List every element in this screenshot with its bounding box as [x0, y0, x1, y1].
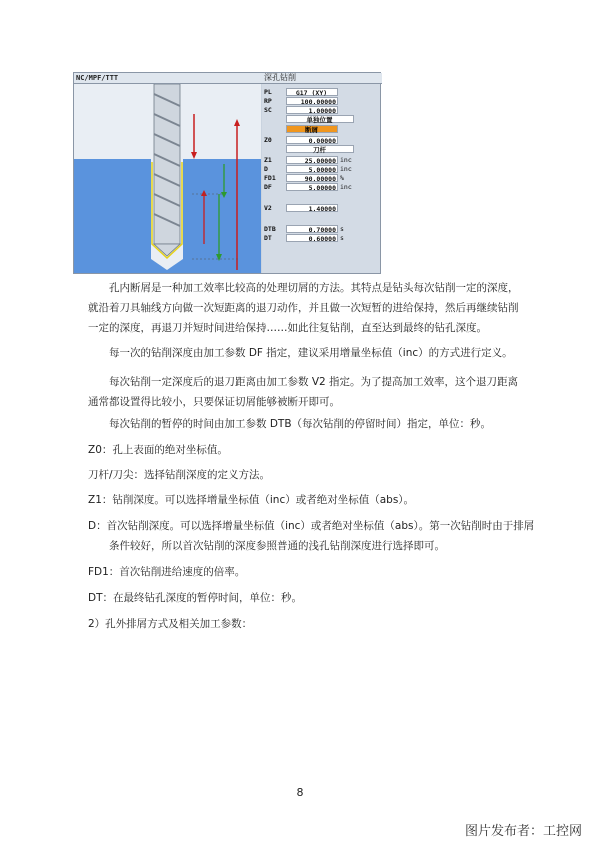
- param-pl-value[interactable]: G17 (XY): [286, 88, 338, 96]
- cnc-screen: [73, 72, 381, 274]
- param-rp-value[interactable]: 100.00000: [286, 97, 338, 105]
- drill-illustration: [74, 84, 261, 273]
- drilling-diagram: [74, 84, 261, 273]
- paragraph-dtb: 每次钻削的暂停的时间由加工参数 DTB（每次钻削的停留时间）指定，单位：秒。: [109, 418, 492, 430]
- definition-z0: Z0：孔上表面的绝对坐标值。: [88, 444, 228, 456]
- program-path: NC/MPF/TTT: [74, 73, 263, 84]
- definition-dt: DT：在最终钻孔深度的暂停时间，单位：秒。: [88, 592, 302, 604]
- depth-ref-select[interactable]: 刀杆: [286, 145, 354, 153]
- paragraph-chip-breaking: 孔内断屑是一种加工效率比较高的处理切屑的方法。其特点是钻头每次钻削一定的深度，就沿着刀具轴线方向做一次短距离的退刀动作，并且做一次短暂的进给保持，然后再继续钻削一定的深度，再退刀并短时间进给保持……如此往复钻削，直至达到最终的钻孔深度。: [88, 282, 519, 334]
- definition-z1: Z1：钻削深度。可以选择增量坐标值（inc）或者绝对坐标值（abs）。: [88, 494, 415, 506]
- cycle-title: 深孔钻削: [262, 73, 382, 84]
- publisher-credit: 图片发布者：工控网: [464, 824, 582, 839]
- param-dtb-value[interactable]: 0.70000: [286, 225, 338, 233]
- param-d-value[interactable]: 5.00000: [286, 165, 338, 173]
- definition-tool: 刀杆/刀尖：选择钻削深度的定义方法。: [88, 469, 271, 481]
- param-fd1-value[interactable]: 90.00000: [286, 174, 338, 182]
- section-heading: 2）孔外排屑方式及相关加工参数：: [88, 618, 253, 630]
- definition-fd1: FD1：首次钻削进给速度的倍率。: [88, 566, 246, 578]
- position-mode-select[interactable]: 单独位置: [286, 115, 354, 123]
- param-z1-value[interactable]: 25.00000: [286, 156, 338, 164]
- paragraph-df: 每一次的钻削深度由加工参数 DF 指定，建议采用增量坐标值（inc）的方式进行定义。: [109, 347, 513, 359]
- param-dt-value[interactable]: 0.60000: [286, 234, 338, 242]
- param-v2-value[interactable]: 1.40000: [286, 204, 338, 212]
- paragraph-v2: 每次钻削一定深度后的退刀距离由加工参数 V2 指定。为了提高加工效率，这个退刀距离通常都设置得比较小，只要保证切屑能够被断开即可。: [88, 376, 519, 408]
- chip-mode-select[interactable]: 断屑: [286, 125, 338, 133]
- page-number: 8: [296, 786, 304, 799]
- param-df-value[interactable]: 5.00000: [286, 183, 338, 191]
- definition-d: D：首次钻削深度。可以选择增量坐标值（inc）或者绝对坐标值（abs）。第一次钻削时由于排屑条件较好，所以首次钻削的深度参照普通的浅孔钻削深度进行选择即可。: [88, 520, 535, 552]
- parameter-panel: PL G17 (XY) RP 100.00000 SC 1.00000 单独位置 断屑 Z0 0.00000 刀杆 Z1 25.00000 inc D 5.00000 inc FD1 90.00000 % DF 5.00000 inc V2 1.40000 DTB 0.70000 s DT 0.60000 s: [262, 84, 380, 273]
- param-z0-value[interactable]: 0.00000: [286, 136, 338, 144]
- param-sc-value[interactable]: 1.00000: [286, 106, 338, 114]
